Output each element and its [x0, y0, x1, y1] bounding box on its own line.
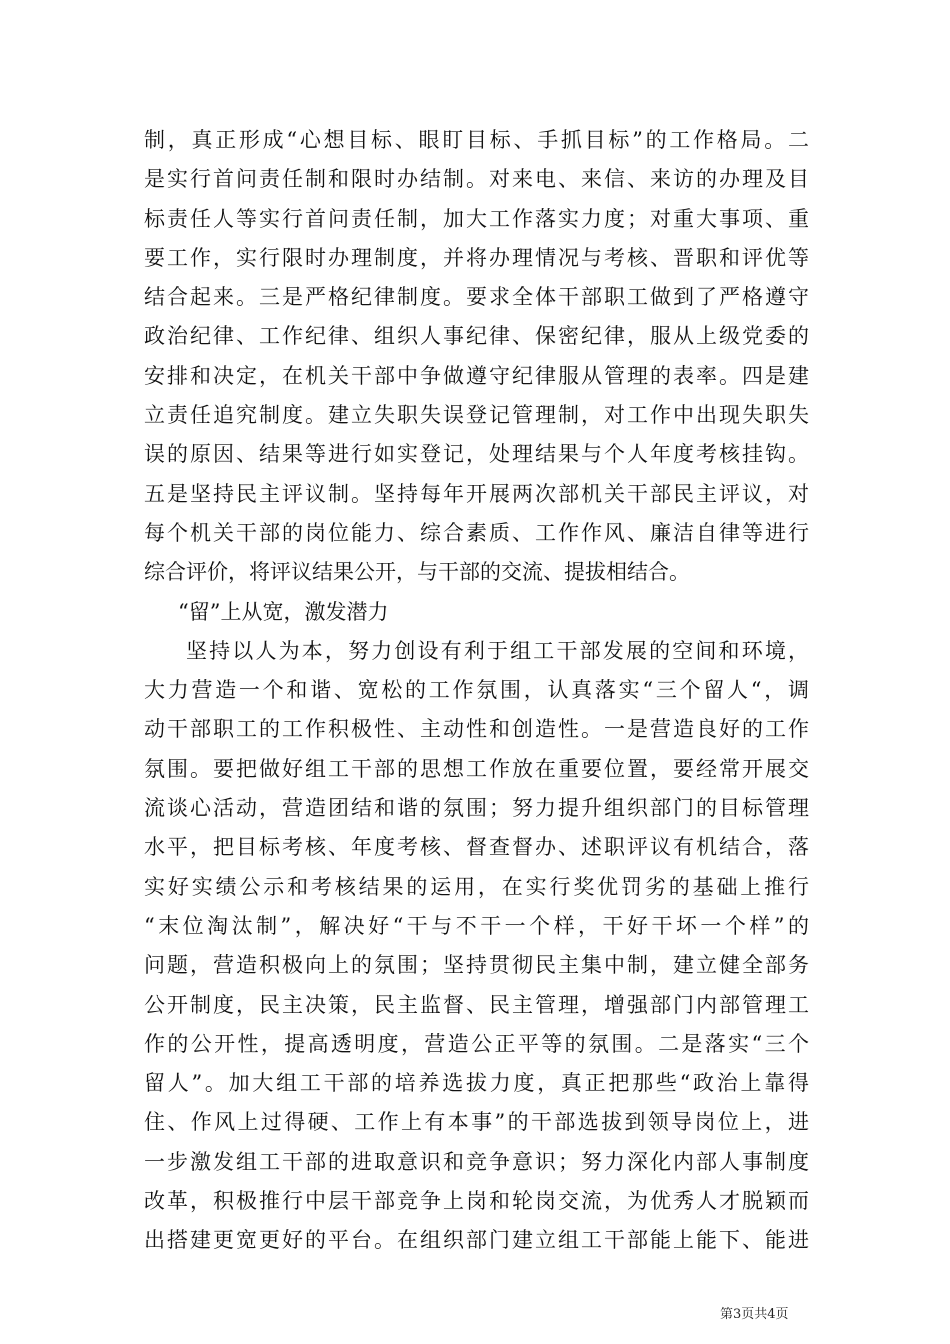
- text-line: 立责任追究制度。建立失职失误登记管理制，对工作中出现失职失: [144, 403, 809, 428]
- text-line: 水平，把目标考核、年度考核、督查督办、述职评议有机结合，落: [144, 835, 809, 860]
- text-line: 政治纪律、工作纪律、组织人事纪律、保密纪律，服从上级党委的: [144, 324, 809, 349]
- text-line: 是实行首问责任制和限时办结制。对来电、来信、来访的办理及目: [144, 167, 809, 192]
- text-line: 实好实绩公示和考核结果的运用，在实行奖优罚劣的基础上推行: [144, 874, 809, 899]
- text-line: 留人”。加大组工干部的培养选拔力度，真正把那些“政治上靠得: [144, 1071, 809, 1096]
- text-line: 住、作风上过得硬、工作上有本事”的干部选拔到领导岗位上，进: [144, 1110, 809, 1135]
- text-line: 公开制度，民主决策，民主监督、民主管理，增强部门内部管理工: [144, 992, 809, 1017]
- text-line: 每个机关干部的岗位能力、综合素质、工作作风、廉洁自律等进行: [144, 520, 809, 545]
- text-line: 误的原因、结果等进行如实登记，处理结果与个人年度考核挂钩。: [144, 442, 809, 467]
- text-line: 改革，积极推行中层干部竞争上岗和轮岗交流，为优秀人才脱颖而: [144, 1189, 809, 1214]
- section-heading: “留”上从宽，激发潜力: [178, 599, 389, 624]
- text-line: “末位淘汰制”，解决好“干与不干一个样，干好干坏一个样”的: [144, 913, 809, 938]
- text-line: 作的公开性，提高透明度，营造公正平等的氛围。二是落实“三个: [144, 1031, 809, 1056]
- text-line: 标责任人等实行首问责任制，加大工作落实力度；对重大事项、重: [144, 206, 809, 231]
- page-number: 第3页共4页: [720, 1307, 789, 1322]
- text-line: 问题，营造积极向上的氛围；坚持贯彻民主集中制，建立健全部务: [144, 953, 809, 978]
- text-line: 出搭建更宽更好的平台。在组织部门建立组工干部能上能下、能进: [144, 1228, 809, 1253]
- text-line: 五是坚持民主评议制。坚持每年开展两次部机关干部民主评议，对: [144, 481, 809, 506]
- text-line: 制，真正形成“心想目标、眼盯目标、手抓目标”的工作格局。二: [144, 128, 809, 152]
- paragraph-first-line: 坚持以人为本，努力创设有利于组工干部发展的空间和环境，: [186, 638, 809, 663]
- document-body: [144, 121, 809, 1261]
- text-line: 要工作，实行限时办理制度，并将办理情况与考核、晋职和评优等: [144, 245, 809, 270]
- text-line: 动干部职工的工作积极性、主动性和创造性。一是营造良好的工作: [144, 717, 809, 742]
- text-line: 流谈心活动，营造团结和谐的氛围；努力提升组织部门的目标管理: [144, 796, 809, 821]
- text-line: 综合评价，将评议结果公开，与干部的交流、提拔相结合。: [144, 560, 690, 585]
- text-line: 氛围。要把做好组工干部的思想工作放在重要位置，要经常开展交: [144, 756, 809, 781]
- text-line: 大力营造一个和谐、宽松的工作氛围，认真落实“三个留人“，调: [144, 678, 809, 703]
- text-line: 一步激发组工干部的进取意识和竞争意识；努力深化内部人事制度: [144, 1149, 809, 1174]
- text-line: 结合起来。三是严格纪律制度。要求全体干部职工做到了严格遵守: [144, 285, 809, 310]
- text-line: 安排和决定，在机关干部中争做遵守纪律服从管理的表率。四是建: [144, 363, 809, 388]
